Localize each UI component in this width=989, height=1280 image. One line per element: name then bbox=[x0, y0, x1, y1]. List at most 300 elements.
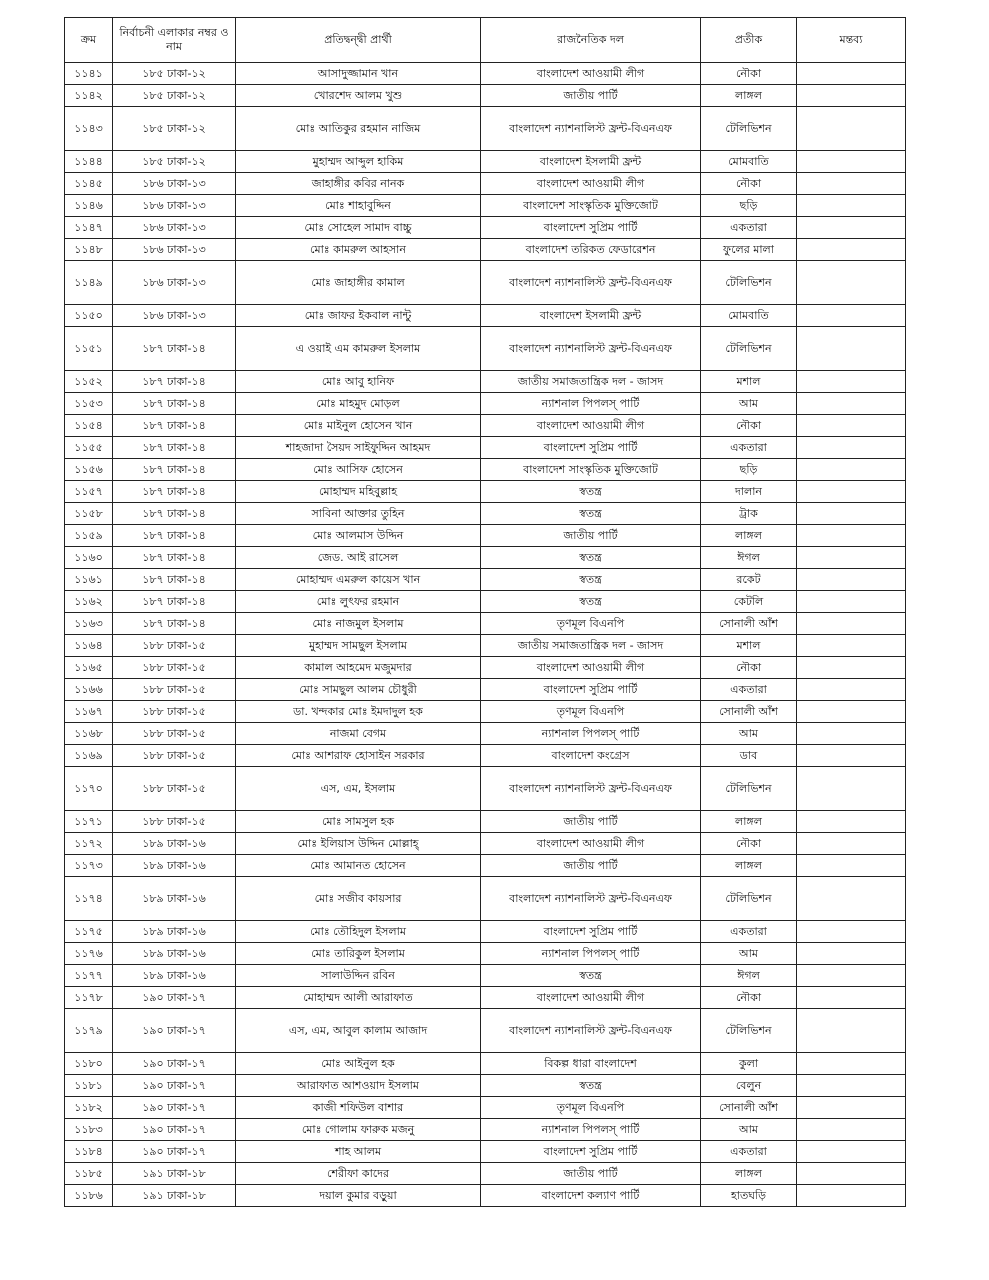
serial-cell: ১১৫৬ bbox=[65, 459, 113, 481]
symbol-cell: নৌকা bbox=[701, 657, 797, 679]
constituency-cell: ১৯১ ঢাকা-১৮ bbox=[113, 1185, 236, 1207]
party-cell: ন্যাশনাল পিপলস্ পার্টি bbox=[481, 943, 701, 965]
table-row bbox=[65, 767, 906, 811]
symbol-cell: লাঙ্গল bbox=[701, 525, 797, 547]
party-cell: জাতীয় পার্টি bbox=[481, 855, 701, 877]
candidate-name-cell: মোঃ গোলাম ফারুক মজনু bbox=[236, 1119, 481, 1141]
candidate-name-cell: শেরীফা কাদের bbox=[236, 1163, 481, 1185]
party-cell: জাতীয় সমাজতান্ত্রিক দল - জাসদ bbox=[481, 635, 701, 657]
table-row bbox=[65, 569, 906, 591]
party-cell: জাতীয় পার্টি bbox=[481, 811, 701, 833]
constituency-cell: ১৮৯ ঢাকা-১৬ bbox=[113, 965, 236, 987]
party-cell: বাংলাদেশ ন্যাশনালিস্ট ফ্রন্ট-বিএনএফ bbox=[481, 1009, 701, 1053]
constituency-cell: ১৮৭ ঢাকা-১৪ bbox=[113, 371, 236, 393]
party-cell: বাংলাদেশ ইসলামী ফ্রন্ট bbox=[481, 305, 701, 327]
table-row bbox=[65, 1141, 906, 1163]
constituency-cell: ১৮৮ ঢাকা-১৫ bbox=[113, 701, 236, 723]
remarks-cell bbox=[797, 547, 906, 569]
candidate-name-cell: মুহাম্মদ সামছুল ইসলাম bbox=[236, 635, 481, 657]
remarks-cell bbox=[797, 459, 906, 481]
candidate-name-cell: কামাল আহমেদ মজুমদার bbox=[236, 657, 481, 679]
table-row bbox=[65, 943, 906, 965]
table-row bbox=[65, 107, 906, 151]
constituency-cell: ১৯০ ঢাকা-১৭ bbox=[113, 1141, 236, 1163]
symbol-cell: ডাব bbox=[701, 745, 797, 767]
serial-cell: ১১৭৬ bbox=[65, 943, 113, 965]
table-row bbox=[65, 371, 906, 393]
symbol-cell: একতারা bbox=[701, 921, 797, 943]
candidate-name-cell: মোঃ জাহাঙ্গীর কামাল bbox=[236, 261, 481, 305]
table-row bbox=[65, 63, 906, 85]
symbol-cell: ট্রাক bbox=[701, 503, 797, 525]
table-row bbox=[65, 217, 906, 239]
remarks-cell bbox=[797, 591, 906, 613]
serial-cell: ১১৬১ bbox=[65, 569, 113, 591]
candidate-name-cell: মোহাম্মদ এমরুল কায়েস খান bbox=[236, 569, 481, 591]
serial-cell: ১১৪৯ bbox=[65, 261, 113, 305]
constituency-cell: ১৮৭ ঢাকা-১৪ bbox=[113, 437, 236, 459]
serial-cell: ১১৪১ bbox=[65, 63, 113, 85]
table-row bbox=[65, 1185, 906, 1207]
remarks-cell bbox=[797, 525, 906, 547]
symbol-cell: একতারা bbox=[701, 679, 797, 701]
constituency-cell: ১৮৮ ঢাকা-১৫ bbox=[113, 811, 236, 833]
serial-cell: ১১৫৫ bbox=[65, 437, 113, 459]
remarks-cell bbox=[797, 393, 906, 415]
table-row bbox=[65, 1075, 906, 1097]
symbol-cell: ছড়ি bbox=[701, 459, 797, 481]
party-cell: ন্যাশনাল পিপলস্ পার্টি bbox=[481, 723, 701, 745]
serial-cell: ১১৫৩ bbox=[65, 393, 113, 415]
serial-cell: ১১৪৪ bbox=[65, 151, 113, 173]
table-row bbox=[65, 679, 906, 701]
party-cell: বাংলাদেশ সুপ্রিম পার্টি bbox=[481, 679, 701, 701]
symbol-cell: আম bbox=[701, 943, 797, 965]
table-row bbox=[65, 657, 906, 679]
table-row bbox=[65, 239, 906, 261]
table-row bbox=[65, 437, 906, 459]
table-row bbox=[65, 987, 906, 1009]
candidate-name-cell: মোঃ সামছুল আলম চৌধুরী bbox=[236, 679, 481, 701]
candidate-name-cell: মুহাম্মদ আব্দুল হাকিম bbox=[236, 151, 481, 173]
symbol-cell: সোনালী আঁশ bbox=[701, 613, 797, 635]
serial-cell: ১১৬৯ bbox=[65, 745, 113, 767]
candidate-name-cell: মোঃ তৌহিদুল ইসলাম bbox=[236, 921, 481, 943]
constituency-cell: ১৮৯ ঢাকা-১৬ bbox=[113, 943, 236, 965]
table-row bbox=[65, 1097, 906, 1119]
party-cell: স্বতন্ত্র bbox=[481, 569, 701, 591]
constituency-cell: ১৮৬ ঢাকা-১৩ bbox=[113, 217, 236, 239]
serial-cell: ১১৭৫ bbox=[65, 921, 113, 943]
remarks-cell bbox=[797, 767, 906, 811]
serial-cell: ১১৪৩ bbox=[65, 107, 113, 151]
table-row bbox=[65, 327, 906, 371]
serial-cell: ১১৮৬ bbox=[65, 1185, 113, 1207]
candidate-name-cell: মোঃ নাজমুল ইসলাম bbox=[236, 613, 481, 635]
party-cell: স্বতন্ত্র bbox=[481, 965, 701, 987]
constituency-cell: ১৮৮ ঢাকা-১৫ bbox=[113, 635, 236, 657]
remarks-cell bbox=[797, 437, 906, 459]
remarks-cell bbox=[797, 723, 906, 745]
constituency-cell: ১৯০ ঢাকা-১৭ bbox=[113, 1075, 236, 1097]
symbol-cell: মশাল bbox=[701, 371, 797, 393]
candidate-table bbox=[64, 17, 906, 1207]
symbol-cell: রকেট bbox=[701, 569, 797, 591]
candidate-name-cell: মোঃ লুৎফর রহমান bbox=[236, 591, 481, 613]
candidate-name-cell: মোঃ সোহেল সামাদ বাচ্চু bbox=[236, 217, 481, 239]
symbol-cell: নৌকা bbox=[701, 63, 797, 85]
remarks-cell bbox=[797, 481, 906, 503]
serial-cell: ১১৪৫ bbox=[65, 173, 113, 195]
table-row bbox=[65, 393, 906, 415]
table-row bbox=[65, 151, 906, 173]
header-symbol: প্রতীক bbox=[701, 18, 797, 63]
symbol-cell: নৌকা bbox=[701, 833, 797, 855]
party-cell: বাংলাদেশ আওয়ামী লীগ bbox=[481, 657, 701, 679]
candidate-name-cell: খোরশেদ আলম খুশু bbox=[236, 85, 481, 107]
serial-cell: ১১৬৬ bbox=[65, 679, 113, 701]
symbol-cell: মোমবাতি bbox=[701, 305, 797, 327]
constituency-cell: ১৮৭ ঢাকা-১৪ bbox=[113, 393, 236, 415]
candidate-name-cell: মোঃ আলমাস উদ্দিন bbox=[236, 525, 481, 547]
candidate-name-cell: মোঃ আইনুল হক bbox=[236, 1053, 481, 1075]
constituency-cell: ১৮৭ ঢাকা-১৪ bbox=[113, 459, 236, 481]
party-cell: বাংলাদেশ ন্যাশনালিস্ট ফ্রন্ট-বিএনএফ bbox=[481, 877, 701, 921]
party-cell: স্বতন্ত্র bbox=[481, 1075, 701, 1097]
table-row bbox=[65, 85, 906, 107]
table-row bbox=[65, 459, 906, 481]
party-cell: বাংলাদেশ সুপ্রিম পার্টি bbox=[481, 921, 701, 943]
constituency-cell: ১৮৭ ঢাকা-১৪ bbox=[113, 547, 236, 569]
party-cell: বাংলাদেশ সুপ্রিম পার্টি bbox=[481, 1141, 701, 1163]
candidate-name-cell: এ ওয়াই এম কামরুল ইসলাম bbox=[236, 327, 481, 371]
party-cell: তৃণমূল বিএনপি bbox=[481, 1097, 701, 1119]
constituency-cell: ১৮৯ ঢাকা-১৬ bbox=[113, 921, 236, 943]
constituency-cell: ১৯০ ঢাকা-১৭ bbox=[113, 987, 236, 1009]
candidate-name-cell: মোঃ তারিকুল ইসলাম bbox=[236, 943, 481, 965]
table-row bbox=[65, 723, 906, 745]
candidate-name-cell: শাহ আলম bbox=[236, 1141, 481, 1163]
table-row bbox=[65, 1009, 906, 1053]
constituency-cell: ১৮৭ ঢাকা-১৪ bbox=[113, 415, 236, 437]
serial-cell: ১১৭৩ bbox=[65, 855, 113, 877]
symbol-cell: আম bbox=[701, 1119, 797, 1141]
remarks-cell bbox=[797, 63, 906, 85]
party-cell: স্বতন্ত্র bbox=[481, 547, 701, 569]
constituency-cell: ১৮৭ ঢাকা-১৪ bbox=[113, 327, 236, 371]
remarks-cell bbox=[797, 503, 906, 525]
remarks-cell bbox=[797, 943, 906, 965]
symbol-cell: কেটলি bbox=[701, 591, 797, 613]
party-cell: জাতীয় পার্টি bbox=[481, 525, 701, 547]
symbol-cell: নৌকা bbox=[701, 415, 797, 437]
serial-cell: ১১৮০ bbox=[65, 1053, 113, 1075]
serial-cell: ১১৮৪ bbox=[65, 1141, 113, 1163]
serial-cell: ১১৮৫ bbox=[65, 1163, 113, 1185]
symbol-cell: আম bbox=[701, 393, 797, 415]
table-row bbox=[65, 195, 906, 217]
remarks-cell bbox=[797, 239, 906, 261]
constituency-cell: ১৯০ ঢাকা-১৭ bbox=[113, 1053, 236, 1075]
party-cell: বাংলাদেশ তরিকত ফেডারেশন bbox=[481, 239, 701, 261]
candidate-name-cell: কাজী শফিউল বাশার bbox=[236, 1097, 481, 1119]
candidate-name-cell: মোঃ জাফর ইকবাল নান্টু bbox=[236, 305, 481, 327]
constituency-cell: ১৮৮ ঢাকা-১৫ bbox=[113, 767, 236, 811]
table-row bbox=[65, 415, 906, 437]
symbol-cell: একতারা bbox=[701, 1141, 797, 1163]
candidate-name-cell: মোঃ শাহাবুদ্দিন bbox=[236, 195, 481, 217]
constituency-cell: ১৮৬ ঢাকা-১৩ bbox=[113, 195, 236, 217]
constituency-cell: ১৮৮ ঢাকা-১৫ bbox=[113, 745, 236, 767]
serial-cell: ১১৬৮ bbox=[65, 723, 113, 745]
party-cell: জাতীয় সমাজতান্ত্রিক দল - জাসদ bbox=[481, 371, 701, 393]
candidate-name-cell: মোহাম্মদ আলী আরাফাত bbox=[236, 987, 481, 1009]
symbol-cell: মোমবাতি bbox=[701, 151, 797, 173]
table-row bbox=[65, 547, 906, 569]
remarks-cell bbox=[797, 921, 906, 943]
party-cell: স্বতন্ত্র bbox=[481, 481, 701, 503]
serial-cell: ১১৬৪ bbox=[65, 635, 113, 657]
table-row bbox=[65, 855, 906, 877]
table-row bbox=[65, 525, 906, 547]
serial-cell: ১১৭১ bbox=[65, 811, 113, 833]
header-party: রাজনৈতিক দল bbox=[481, 18, 701, 63]
serial-cell: ১১৫৮ bbox=[65, 503, 113, 525]
symbol-cell: টেলিভিশন bbox=[701, 261, 797, 305]
constituency-cell: ১৮৫ ঢাকা-১২ bbox=[113, 107, 236, 151]
party-cell: স্বতন্ত্র bbox=[481, 591, 701, 613]
table-body bbox=[65, 63, 906, 1207]
candidate-name-cell: মোঃ সজীব কায়সার bbox=[236, 877, 481, 921]
header-candidate: প্রতিদ্বন্দ্বী প্রার্থী bbox=[236, 18, 481, 63]
header-serial: ক্রম bbox=[65, 18, 113, 63]
symbol-cell: কুলা bbox=[701, 1053, 797, 1075]
symbol-cell: সোনালী আঁশ bbox=[701, 701, 797, 723]
constituency-cell: ১৮৫ ঢাকা-১২ bbox=[113, 63, 236, 85]
constituency-cell: ১৯০ ঢাকা-১৭ bbox=[113, 1009, 236, 1053]
party-cell: বাংলাদেশ সাংস্কৃতিক মুক্তিজোট bbox=[481, 195, 701, 217]
remarks-cell bbox=[797, 1119, 906, 1141]
party-cell: জাতীয় পার্টি bbox=[481, 85, 701, 107]
remarks-cell bbox=[797, 305, 906, 327]
serial-cell: ১১৬৩ bbox=[65, 613, 113, 635]
remarks-cell bbox=[797, 371, 906, 393]
constituency-cell: ১৮৭ ঢাকা-১৪ bbox=[113, 613, 236, 635]
symbol-cell: আম bbox=[701, 723, 797, 745]
serial-cell: ১১৪২ bbox=[65, 85, 113, 107]
candidate-name-cell: এস, এম, ইসলাম bbox=[236, 767, 481, 811]
constituency-cell: ১৮৬ ঢাকা-১৩ bbox=[113, 173, 236, 195]
remarks-cell bbox=[797, 635, 906, 657]
candidate-name-cell: মোঃ কামরুল আহসান bbox=[236, 239, 481, 261]
constituency-cell: ১৮৭ ঢাকা-১৪ bbox=[113, 525, 236, 547]
remarks-cell bbox=[797, 657, 906, 679]
table-row bbox=[65, 503, 906, 525]
constituency-cell: ১৯০ ঢাকা-১৭ bbox=[113, 1097, 236, 1119]
serial-cell: ১১৮২ bbox=[65, 1097, 113, 1119]
symbol-cell: ফুলের মালা bbox=[701, 239, 797, 261]
party-cell: বাংলাদেশ সুপ্রিম পার্টি bbox=[481, 217, 701, 239]
remarks-cell bbox=[797, 569, 906, 591]
constituency-cell: ১৮৭ ঢাকা-১৪ bbox=[113, 481, 236, 503]
candidate-name-cell: মোঃ আশরাফ হোসাইন সরকার bbox=[236, 745, 481, 767]
constituency-cell: ১৯০ ঢাকা-১৭ bbox=[113, 1119, 236, 1141]
remarks-cell bbox=[797, 701, 906, 723]
constituency-cell: ১৮৮ ঢাকা-১৫ bbox=[113, 679, 236, 701]
party-cell: বাংলাদেশ ন্যাশনালিস্ট ফ্রন্ট-বিএনএফ bbox=[481, 261, 701, 305]
remarks-cell bbox=[797, 679, 906, 701]
party-cell: বাংলাদেশ আওয়ামী লীগ bbox=[481, 63, 701, 85]
symbol-cell: বেলুন bbox=[701, 1075, 797, 1097]
symbol-cell: ঈগল bbox=[701, 965, 797, 987]
constituency-cell: ১৮৭ ঢাকা-১৪ bbox=[113, 591, 236, 613]
remarks-cell bbox=[797, 1009, 906, 1053]
symbol-cell: লাঙ্গল bbox=[701, 855, 797, 877]
symbol-cell: টেলিভিশন bbox=[701, 1009, 797, 1053]
party-cell: বাংলাদেশ ন্যাশনালিস্ট ফ্রন্ট-বিএনএফ bbox=[481, 767, 701, 811]
party-cell: ন্যাশনাল পিপলস্ পার্টি bbox=[481, 393, 701, 415]
remarks-cell bbox=[797, 1185, 906, 1207]
table-row bbox=[65, 1053, 906, 1075]
candidate-list-sheet bbox=[64, 17, 905, 1207]
serial-cell: ১১৫৪ bbox=[65, 415, 113, 437]
party-cell: বাংলাদেশ ইসলামী ফ্রন্ট bbox=[481, 151, 701, 173]
remarks-cell bbox=[797, 965, 906, 987]
remarks-cell bbox=[797, 173, 906, 195]
party-cell: বাংলাদেশ ন্যাশনালিস্ট ফ্রন্ট-বিএনএফ bbox=[481, 107, 701, 151]
header-constituency: নির্বাচনী এলাকার নম্বর ও নাম bbox=[113, 18, 236, 63]
symbol-cell: লাঙ্গল bbox=[701, 1163, 797, 1185]
constituency-cell: ১৮৯ ঢাকা-১৬ bbox=[113, 833, 236, 855]
party-cell: বিকল্প ধারা বাংলাদেশ bbox=[481, 1053, 701, 1075]
candidate-name-cell: মোঃ মাহমুদ মোড়ল bbox=[236, 393, 481, 415]
serial-cell: ১১৪৬ bbox=[65, 195, 113, 217]
constituency-cell: ১৯১ ঢাকা-১৮ bbox=[113, 1163, 236, 1185]
remarks-cell bbox=[797, 85, 906, 107]
party-cell: ন্যাশনাল পিপলস্ পার্টি bbox=[481, 1119, 701, 1141]
constituency-cell: ১৮৫ ঢাকা-১২ bbox=[113, 85, 236, 107]
remarks-cell bbox=[797, 415, 906, 437]
serial-cell: ১১৭৪ bbox=[65, 877, 113, 921]
candidate-name-cell: জাহাঙ্গীর কবির নানক bbox=[236, 173, 481, 195]
remarks-cell bbox=[797, 1053, 906, 1075]
candidate-name-cell: ডা. খন্দকার মোঃ ইমদাদুল হক bbox=[236, 701, 481, 723]
party-cell: বাংলাদেশ ন্যাশনালিস্ট ফ্রন্ট-বিএনএফ bbox=[481, 327, 701, 371]
constituency-cell: ১৮৫ ঢাকা-১২ bbox=[113, 151, 236, 173]
table-row bbox=[65, 877, 906, 921]
constituency-cell: ১৮৬ ঢাকা-১৩ bbox=[113, 305, 236, 327]
table-row bbox=[65, 173, 906, 195]
remarks-cell bbox=[797, 327, 906, 371]
table-row bbox=[65, 261, 906, 305]
remarks-cell bbox=[797, 261, 906, 305]
candidate-name-cell: এস, এম, আবুল কালাম আজাদ bbox=[236, 1009, 481, 1053]
symbol-cell: ছড়ি bbox=[701, 195, 797, 217]
table-row bbox=[65, 1119, 906, 1141]
table-row bbox=[65, 305, 906, 327]
symbol-cell: ঈগল bbox=[701, 547, 797, 569]
candidate-name-cell: মোহাম্মদ মহিবুল্লাহ bbox=[236, 481, 481, 503]
header-remarks: মন্তব্য bbox=[797, 18, 906, 63]
remarks-cell bbox=[797, 151, 906, 173]
remarks-cell bbox=[797, 1097, 906, 1119]
candidate-name-cell: মোঃ মাইনুল হোসেন খান bbox=[236, 415, 481, 437]
symbol-cell: দালান bbox=[701, 481, 797, 503]
remarks-cell bbox=[797, 833, 906, 855]
serial-cell: ১১৪৭ bbox=[65, 217, 113, 239]
candidate-name-cell: সালাউদ্দিন রবিন bbox=[236, 965, 481, 987]
table-row bbox=[65, 833, 906, 855]
candidate-name-cell: মোঃ আবু হানিফ bbox=[236, 371, 481, 393]
symbol-cell: টেলিভিশন bbox=[701, 107, 797, 151]
remarks-cell bbox=[797, 745, 906, 767]
symbol-cell: হাতঘড়ি bbox=[701, 1185, 797, 1207]
constituency-cell: ১৮৬ ঢাকা-১৩ bbox=[113, 261, 236, 305]
symbol-cell: সোনালী আঁশ bbox=[701, 1097, 797, 1119]
remarks-cell bbox=[797, 217, 906, 239]
remarks-cell bbox=[797, 855, 906, 877]
constituency-cell: ১৮৬ ঢাকা-১৩ bbox=[113, 239, 236, 261]
serial-cell: ১১৭৭ bbox=[65, 965, 113, 987]
remarks-cell bbox=[797, 811, 906, 833]
symbol-cell: নৌকা bbox=[701, 173, 797, 195]
symbol-cell: টেলিভিশন bbox=[701, 767, 797, 811]
serial-cell: ১১৬০ bbox=[65, 547, 113, 569]
serial-cell: ১১৫৯ bbox=[65, 525, 113, 547]
symbol-cell: লাঙ্গল bbox=[701, 811, 797, 833]
serial-cell: ১১৮১ bbox=[65, 1075, 113, 1097]
party-cell: স্বতন্ত্র bbox=[481, 503, 701, 525]
symbol-cell: একতারা bbox=[701, 437, 797, 459]
party-cell: বাংলাদেশ আওয়ামী লীগ bbox=[481, 173, 701, 195]
serial-cell: ১১৭৮ bbox=[65, 987, 113, 1009]
serial-cell: ১১৫১ bbox=[65, 327, 113, 371]
symbol-cell: মশাল bbox=[701, 635, 797, 657]
remarks-cell bbox=[797, 1163, 906, 1185]
symbol-cell: লাঙ্গল bbox=[701, 85, 797, 107]
symbol-cell: নৌকা bbox=[701, 987, 797, 1009]
constituency-cell: ১৮৭ ঢাকা-১৪ bbox=[113, 569, 236, 591]
party-cell: বাংলাদেশ আওয়ামী লীগ bbox=[481, 987, 701, 1009]
party-cell: বাংলাদেশ আওয়ামী লীগ bbox=[481, 833, 701, 855]
remarks-cell bbox=[797, 107, 906, 151]
header-row bbox=[65, 18, 906, 63]
constituency-cell: ১৮৯ ঢাকা-১৬ bbox=[113, 855, 236, 877]
party-cell: বাংলাদেশ আওয়ামী লীগ bbox=[481, 415, 701, 437]
symbol-cell: টেলিভিশন bbox=[701, 327, 797, 371]
party-cell: তৃণমূল বিএনপি bbox=[481, 613, 701, 635]
constituency-cell: ১৮৯ ঢাকা-১৬ bbox=[113, 877, 236, 921]
table-row bbox=[65, 1163, 906, 1185]
candidate-name-cell: মোঃ আতিকুর রহমান নাজিম bbox=[236, 107, 481, 151]
party-cell: বাংলাদেশ সুপ্রিম পার্টি bbox=[481, 437, 701, 459]
candidate-name-cell: শাহজাদা সৈয়দ সাইফুদ্দিন আহমদ bbox=[236, 437, 481, 459]
serial-cell: ১১৭০ bbox=[65, 767, 113, 811]
serial-cell: ১১৬৭ bbox=[65, 701, 113, 723]
table-row bbox=[65, 635, 906, 657]
party-cell: বাংলাদেশ সাংস্কৃতিক মুক্তিজোট bbox=[481, 459, 701, 481]
party-cell: বাংলাদেশ কল্যাণ পার্টি bbox=[481, 1185, 701, 1207]
serial-cell: ১১৬৫ bbox=[65, 657, 113, 679]
serial-cell: ১১৫০ bbox=[65, 305, 113, 327]
table-row bbox=[65, 745, 906, 767]
remarks-cell bbox=[797, 877, 906, 921]
remarks-cell bbox=[797, 613, 906, 635]
constituency-cell: ১৮৮ ঢাকা-১৫ bbox=[113, 657, 236, 679]
candidate-name-cell: মোঃ সামসুল হক bbox=[236, 811, 481, 833]
remarks-cell bbox=[797, 1141, 906, 1163]
candidate-name-cell: জেড. আই রাসেল bbox=[236, 547, 481, 569]
